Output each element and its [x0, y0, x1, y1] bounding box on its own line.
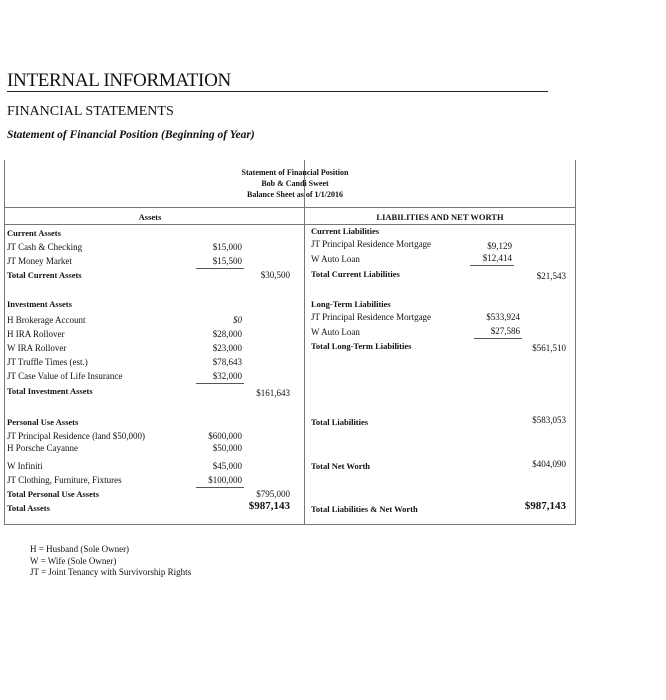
- asset-row-label: JT Cash & Checking: [7, 242, 83, 252]
- liability-row-label: JT Principal Residence Mortgage: [311, 312, 432, 322]
- total-net-worth-value: $404,090: [532, 459, 566, 469]
- asset-row-label: JT Money Market: [7, 256, 72, 266]
- liability-row-amount: $27,586: [490, 326, 520, 336]
- total-investment-assets-label: Total Investment Assets: [7, 386, 93, 396]
- page-title: INTERNAL INFORMATION: [7, 70, 231, 91]
- total-assets-label: Total Assets: [7, 503, 50, 513]
- asset-row-amount: $28,000: [212, 329, 242, 339]
- sheet-names: Bob & Candi Sweet: [261, 179, 329, 188]
- asset-row-amount: $600,000: [208, 431, 242, 441]
- asset-row-amount: $0: [233, 315, 242, 325]
- total-liabilities-value: $583,053: [532, 415, 566, 425]
- current-liabilities-heading: Current Liabilities: [311, 226, 380, 236]
- asset-row-amount: $32,000: [212, 371, 242, 381]
- total-longterm-liabilities-label: Total Long-Term Liabilities: [311, 341, 412, 351]
- asset-row-amount: $100,000: [208, 475, 242, 485]
- total-current-assets-label: Total Current Assets: [7, 270, 82, 280]
- asset-row-label: W IRA Rollover: [7, 343, 67, 353]
- liabilities-heading: LIABILITIES AND NET WORTH: [376, 212, 504, 222]
- total-liabilities-net-worth-label: Total Liabilities & Net Worth: [311, 504, 418, 514]
- liability-row-amount: $533,924: [486, 312, 520, 322]
- asset-row-label: JT Clothing, Furniture, Fixtures: [7, 475, 122, 485]
- longterm-liabilities-heading: Long-Term Liabilities: [311, 299, 391, 309]
- liability-row-amount: $12,414: [482, 253, 512, 263]
- total-net-worth-label: Total Net Worth: [311, 461, 371, 471]
- asset-row-label: H Porsche Cayanne: [7, 443, 78, 453]
- liability-row-label: JT Principal Residence Mortgage: [311, 239, 432, 249]
- total-current-assets-value: $30,500: [260, 270, 290, 280]
- total-personal-assets-label: Total Personal Use Assets: [7, 489, 100, 499]
- total-assets-value: $987,143: [248, 500, 290, 512]
- total-personal-assets-value: $795,000: [256, 489, 290, 499]
- asset-row-amount: $78,643: [212, 357, 242, 367]
- legend-item: JT = Joint Tenancy with Survivorship Rights: [30, 567, 192, 577]
- asset-row-label: H IRA Rollover: [7, 329, 65, 339]
- asset-row-amount: $15,500: [212, 256, 242, 266]
- asset-row-label: JT Truffle Times (est.): [7, 357, 88, 367]
- asset-row-amount: $15,000: [212, 242, 242, 252]
- section-subtitle: FINANCIAL STATEMENTS: [7, 104, 174, 119]
- asset-row-amount: $23,000: [212, 343, 242, 353]
- total-current-liabilities-value: $21,543: [536, 271, 566, 281]
- current-assets-heading: Current Assets: [7, 228, 61, 238]
- asset-row-label: JT Case Value of Life Insurance: [7, 371, 123, 381]
- asset-row-label: H Brokerage Account: [7, 315, 86, 325]
- liability-row-label: W Auto Loan: [311, 254, 360, 264]
- liability-row-label: W Auto Loan: [311, 327, 360, 337]
- asset-row-label: JT Principal Residence (land $50,000): [7, 431, 146, 441]
- total-liabilities-label: Total Liabilities: [311, 417, 369, 427]
- total-current-liabilities-label: Total Current Liabilities: [311, 269, 400, 279]
- asset-row-amount: $50,000: [212, 443, 242, 453]
- liability-row-amount: $9,129: [487, 241, 512, 251]
- asset-row-amount: $45,000: [212, 461, 242, 471]
- total-longterm-liabilities-value: $561,510: [532, 343, 566, 353]
- title-underline: [7, 91, 548, 92]
- sheet-title: Statement of Financial Position: [241, 168, 349, 177]
- sheet-date: Balance Sheet as of 1/1/2016: [247, 190, 343, 199]
- legend-item: H = Husband (Sole Owner): [30, 544, 130, 554]
- asset-row-label: W Infiniti: [7, 461, 43, 471]
- statement-heading: Statement of Financial Position (Beginning of Year): [7, 129, 255, 141]
- total-liabilities-net-worth-value: $987,143: [524, 500, 566, 512]
- personal-assets-heading: Personal Use Assets: [7, 417, 79, 427]
- total-investment-assets-value: $161,643: [256, 388, 290, 398]
- investment-assets-heading: Investment Assets: [7, 299, 72, 309]
- assets-heading: Assets: [138, 212, 162, 222]
- legend-item: W = Wife (Sole Owner): [30, 556, 117, 566]
